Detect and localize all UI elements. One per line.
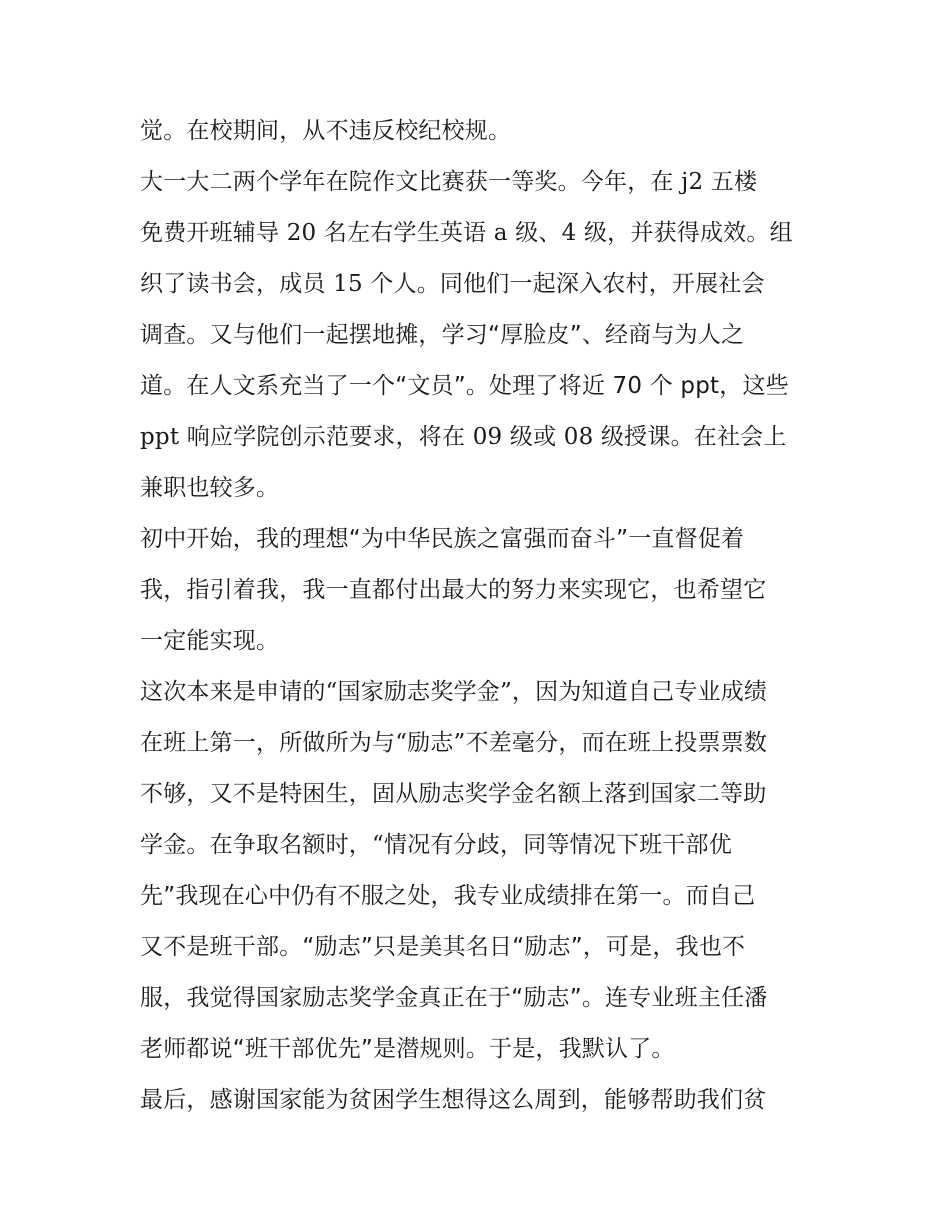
text-line: 服，我觉得国家励志奖学金真正在于“励志”。连专业班主任潘 [140,985,768,1011]
text-line: 在班上第一，所做所为与“励志”不差毫分，而在班上投票票数 [140,730,768,756]
text-line: 大一大二两个学年在院作文比赛获一等奖。今年，在 j2 五楼 [140,169,758,195]
text-line: 学金。在争取名额时，“情况有分歧，同等情况下班干部优 [140,832,732,858]
body-text [140,106,820,1126]
text-line: 觉。在校期间，从不违反校纪校规。 [140,118,512,144]
text-line: 又不是班干部。“励志”只是美其名日“励志”，可是，我也不 [140,934,746,960]
text-line: 调查。又与他们一起摆地摊，学习“厚脸皮”、经商与为人之 [140,322,745,348]
text-line: 道。在人文系充当了一个“文员”。处理了将近 70 个 ppt，这些 [140,373,789,399]
text-line: 不够，又不是特困生，固从励志奖学金名额上落到国家二等助 [140,781,767,807]
text-line: 最后，感谢国家能为贫困学生想得这么周到，能够帮助我们贫 [140,1087,767,1113]
text-line: 先”我现在心中仍有不服之处，我专业成绩排在第一。而自己 [140,883,756,909]
text-line: 兼职也较多。 [140,475,280,501]
text-line: ppt 响应学院创示范要求，将在 09 级或 08 级授课。在社会上 [140,424,787,450]
text-line: 这次本来是申请的“国家励志奖学金”，因为知道自己专业成绩 [140,679,768,705]
text-line: 免费开班辅导 20 名左右学生英语 a 级、4 级，并获得成效。组 [140,220,793,246]
text-line: 织了读书会，成员 15 个人。同他们一起深入农村，开展社会 [140,271,765,297]
text-line: 初中开始，我的理想“为中华民族之富强而奋斗”一直督促着 [140,526,745,552]
text-line: 老师都说“班干部优先”是潜规则。于是，我默认了。 [140,1036,675,1062]
text-line: 我，指引着我，我一直都付出最大的努力来实现它，也希望它 [140,577,767,603]
text-line: 一定能实现。 [140,628,280,654]
